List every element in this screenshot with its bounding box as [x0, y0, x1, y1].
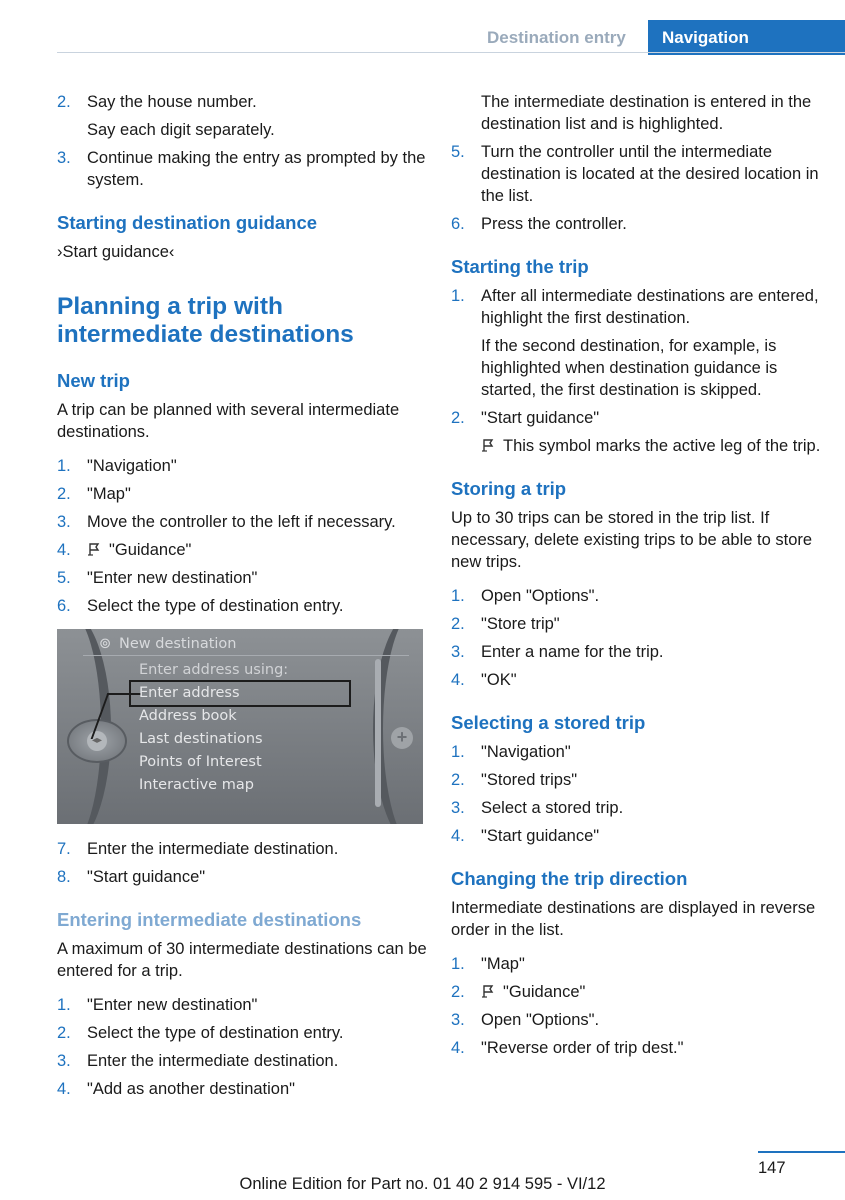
- step-number: 1.: [57, 996, 71, 1014]
- step-number: 3.: [451, 1011, 465, 1029]
- step-number: 3.: [57, 149, 71, 167]
- step-note: If the second destination, for example, is highlighted when destination guidance is started, the first destination is skipped.: [481, 337, 778, 399]
- step-number: 1.: [57, 457, 71, 475]
- list-item: [451, 141, 823, 207]
- list-item: [451, 741, 823, 763]
- list-item: [451, 1009, 823, 1031]
- list-item: [57, 91, 429, 113]
- guidance-flag-icon: [481, 438, 497, 452]
- step-text: "Navigation": [87, 457, 177, 475]
- step-number: 8.: [57, 868, 71, 886]
- step-text: Enter a name for the trip.: [481, 643, 664, 661]
- screen-menu-item: Address book: [139, 708, 237, 724]
- screen-title: New destination: [119, 636, 237, 652]
- screen-menu-item: Last destinations: [139, 731, 263, 747]
- list-item: [451, 953, 823, 975]
- step-number: 1.: [451, 743, 465, 761]
- section-heading-entering: Entering intermediate destinations: [57, 909, 362, 930]
- step-number: 2.: [57, 93, 71, 111]
- step-number: 3.: [451, 643, 465, 661]
- list-item: [451, 613, 823, 635]
- list-item: [57, 866, 429, 888]
- step-number: 2.: [451, 615, 465, 633]
- section-heading-start-guidance: Starting destination guidance: [57, 212, 318, 233]
- step-number: 3.: [57, 513, 71, 531]
- step-text: "Guidance": [503, 983, 586, 1001]
- step-text: Open "Options".: [481, 587, 600, 605]
- step-text: "Start guidance": [481, 827, 600, 845]
- step-text: Select the type of destination entry.: [87, 1024, 344, 1042]
- paragraph: Intermediate destinations are displayed in reverse order in the list.: [451, 899, 816, 939]
- footer-rule: [758, 1151, 845, 1153]
- step-text: "OK": [481, 671, 517, 689]
- list-item: [57, 147, 429, 191]
- step-number: 2.: [57, 485, 71, 503]
- list-item: [57, 838, 429, 860]
- step-text: Open "Options".: [481, 1011, 600, 1029]
- step-text: "Guidance": [109, 541, 192, 559]
- screen-menu-item: Points of Interest: [139, 754, 262, 770]
- section-heading-trip-direction: Changing the trip direction: [451, 868, 688, 889]
- list-item: [57, 511, 429, 533]
- step-text: Continue making the entry as prompted by the system.: [87, 149, 426, 189]
- list-item: [57, 1078, 429, 1100]
- step-text: "Store trip": [481, 615, 560, 633]
- controller-arrows-icon: ◂▸: [87, 731, 107, 751]
- step-text: Enter the intermediate destination.: [87, 840, 339, 858]
- header-rule: [57, 52, 845, 53]
- plus-icon: +: [391, 727, 413, 749]
- step-number: 5.: [57, 569, 71, 587]
- list-item: [57, 1050, 429, 1072]
- step-note: Say each digit separately.: [87, 121, 275, 139]
- step-text: Select a stored trip.: [481, 799, 624, 817]
- step-number: 1.: [451, 287, 465, 305]
- list-item: [57, 1022, 429, 1044]
- header-section-title: Destination entry: [487, 28, 626, 47]
- screen-scrollbar: [375, 659, 381, 807]
- step-number: 1.: [451, 955, 465, 973]
- list-item: [57, 455, 429, 477]
- list-item: [451, 981, 823, 1003]
- list-item: [451, 213, 823, 235]
- list-item: [57, 994, 429, 1016]
- screen-menu: [139, 659, 349, 797]
- step-note-text: This symbol marks the active leg of the trip.: [503, 437, 821, 455]
- step-text: Say the house number.: [87, 93, 257, 111]
- step-number: 2.: [451, 409, 465, 427]
- list-item: [451, 285, 823, 329]
- step-number: 2.: [57, 1024, 71, 1042]
- left-column: [57, 91, 429, 1106]
- step-text: "Navigation": [481, 743, 571, 761]
- step-text: "Stored trips": [481, 771, 578, 789]
- step-number: 2.: [451, 983, 465, 1001]
- step-number: 7.: [57, 840, 71, 858]
- section-heading-storing-trip: Storing a trip: [451, 478, 567, 499]
- step-text: "Reverse order of trip dest.": [481, 1039, 684, 1057]
- step-text: Press the controller.: [481, 215, 627, 233]
- list-item: [57, 595, 429, 617]
- list-item: [57, 483, 429, 505]
- step-text: After all intermediate destinations are entered, highlight the first destination.: [481, 287, 819, 327]
- list-item: [451, 797, 823, 819]
- header-tab-navigation: Navigation: [648, 20, 845, 55]
- step-number: 6.: [57, 597, 71, 615]
- step-note: [451, 435, 823, 457]
- step-number: 3.: [451, 799, 465, 817]
- list-item: [451, 585, 823, 607]
- paragraph: A trip can be planned with several intermediate destinations.: [57, 401, 400, 441]
- step-number: 6.: [451, 215, 465, 233]
- step-number: 3.: [57, 1052, 71, 1070]
- section-heading-selecting-trip: Selecting a stored trip: [451, 712, 646, 733]
- list-item: [451, 641, 823, 663]
- step-text: "Add as another destination": [87, 1080, 296, 1098]
- step-text: Turn the controller until the intermediate destination is located at the desired location in the list.: [481, 143, 819, 205]
- step-number: 4.: [451, 827, 465, 845]
- guidance-flag-icon: [87, 542, 103, 556]
- step-number: 5.: [451, 143, 465, 161]
- screen-menu-item-selected: Enter address: [131, 682, 349, 705]
- list-item: [451, 769, 823, 791]
- list-item: [451, 825, 823, 847]
- list-item: [451, 1037, 823, 1059]
- idrive-screen-image: [57, 629, 423, 824]
- section-heading-new-trip: New trip: [57, 370, 130, 391]
- navigation-icon: ⊚: [99, 636, 112, 652]
- step-note: The intermediate destination is entered in the destination list and is highlighted.: [481, 93, 812, 133]
- screen-menu-item: Interactive map: [139, 777, 254, 793]
- voice-command: ›Start guidance‹: [57, 243, 175, 261]
- step-text: "Start guidance": [481, 409, 600, 427]
- step-text: Enter the intermediate destination.: [87, 1052, 339, 1070]
- right-column: [451, 91, 823, 1065]
- step-text: "Enter new destination": [87, 569, 258, 587]
- screen-menu-header: Enter address using:: [139, 662, 289, 678]
- list-item: [451, 669, 823, 691]
- list-item: [57, 539, 429, 561]
- paragraph: A maximum of 30 intermediate destinations can be entered for a trip.: [57, 940, 427, 980]
- chapter-heading: Planning a trip with intermediate destinations: [57, 293, 354, 348]
- step-text: "Map": [87, 485, 131, 503]
- footer-edition: Online Edition for Part no. 01 40 2 914 595 - VI/12: [239, 1175, 606, 1193]
- step-text: Move the controller to the left if necessary.: [87, 513, 396, 531]
- step-text: Select the type of destination entry.: [87, 597, 344, 615]
- step-text: "Enter new destination": [87, 996, 258, 1014]
- page-number: 147: [758, 1159, 786, 1177]
- step-text: "Map": [481, 955, 525, 973]
- screen-titlebar: [83, 633, 409, 656]
- section-heading-starting-trip: Starting the trip: [451, 256, 589, 277]
- step-number: 4.: [451, 671, 465, 689]
- paragraph: Up to 30 trips can be stored in the trip list. If necessary, delete existing trips to be able to store new trips.: [451, 509, 813, 571]
- step-number: 4.: [57, 541, 71, 559]
- step-text: "Start guidance": [87, 868, 206, 886]
- step-number: 1.: [451, 587, 465, 605]
- list-item: [451, 407, 823, 429]
- guidance-flag-icon: [481, 984, 497, 998]
- list-item: [57, 567, 429, 589]
- step-number: 4.: [451, 1039, 465, 1057]
- step-number: 4.: [57, 1080, 71, 1098]
- step-number: 2.: [451, 771, 465, 789]
